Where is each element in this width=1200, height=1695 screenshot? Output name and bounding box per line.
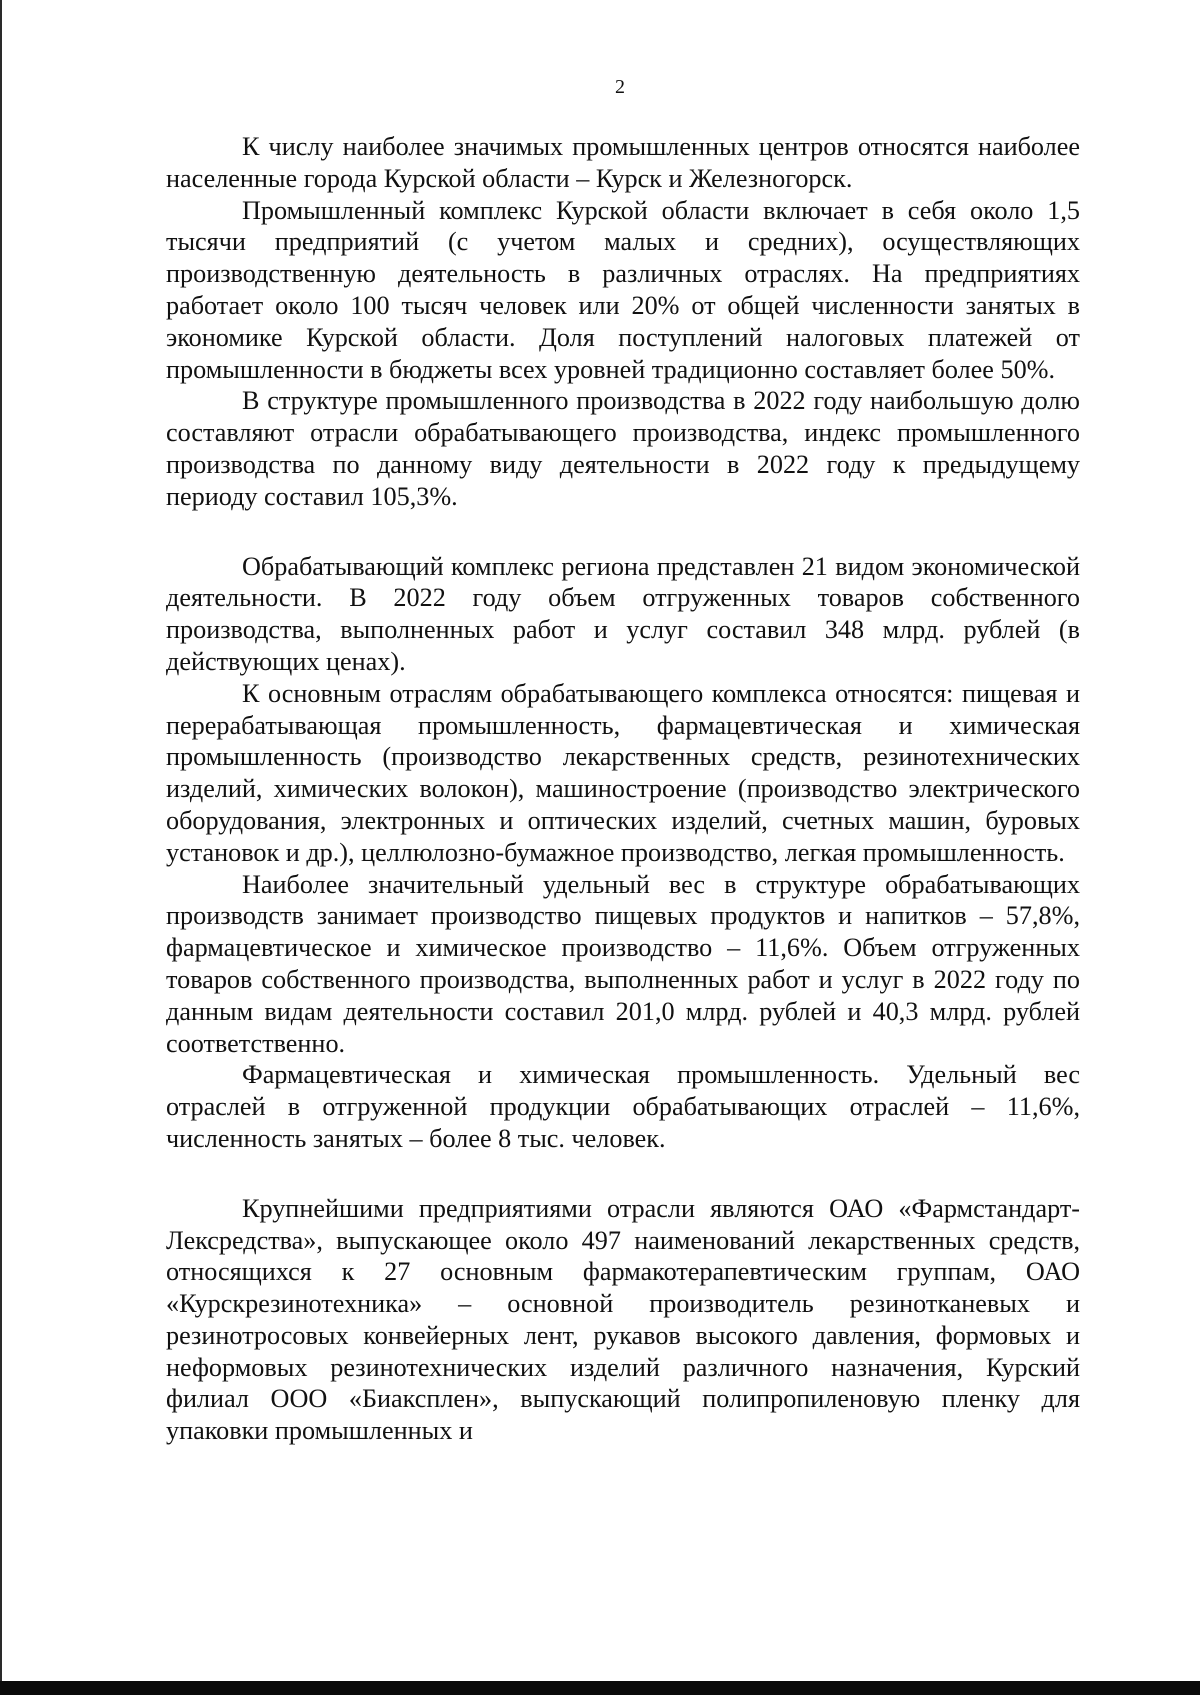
paragraph-manufacturing-complex: Обрабатывающий комплекс региона представлен 21 видом экономической деятельности. В 2022 году объем отгруженных товаров собственного производства, выполненных работ и услуг составил 348 млрд. рублей (в действующих ценах). xyxy=(166,551,1080,676)
paragraph-industrial-complex: Промышленный комплекс Курской области включает в себя около 1,5 тысячи предприятий (с учетом малых и средних), осуществляющих производственную деятельность в различных отраслях. На предприятиях работает около 100 тысяч человек или 20% от общей численности занятых в экономике Курской области. Доля поступлений налоговых платежей от промышленности в бюджеты всех уровней традиционно составляет более 50%. xyxy=(166,195,1080,384)
paragraph-largest-enterprises: Крупнейшими предприятиями отрасли являются ОАО «Фармстандарт-Лексредства», выпускающее около 497 наименований лекарственных средств, относящихся к 27 основным фармакотерапевтическим группам, ОАО «Курскрезинотехника» – основной производитель резинотканевых и резинотросовых конвейерных лент, рукавов высокого давления, формовых и неформовых резинотехнических изделий различного назначения, Курский филиал ООО «Биаксплен», выпускающий полипропиленовую пленку для упаковки промышленных и xyxy=(166,1193,1080,1446)
scan-bottom-edge xyxy=(0,1681,1200,1695)
scan-left-edge xyxy=(0,0,2,1695)
paragraph-industrial-centers: К числу наиболее значимых промышленных центров относятся наиболее населенные города Курской области – Курск и Железногорск. xyxy=(166,132,1080,193)
paragraph-production-structure: В структуре промышленного производства в 2022 году наибольшую долю составляют отрасли обрабатывающего производства, индекс промышленного производства по данному виду деятельности в 2022 году к предыдущему периоду составил 105,3%. xyxy=(166,386,1080,511)
paragraph-pharma-chemical: Фармацевтическая и химическая промышленность. Удельный вес отраслей в отгруженной продукции обрабатывающих отраслей – 11,6%, численность занятых – более 8 тыс. человек. xyxy=(166,1060,1080,1153)
page-number: 2 xyxy=(615,76,625,98)
document-body xyxy=(166,131,1080,1447)
paragraph-main-branches: К основным отраслям обрабатывающего комплекса относятся: пищевая и перерабатывающая промышленность, фармацевтическая и химическая промышленность (производство лекарственных средств, резинотехнических изделий, химических волокон), машиностроение (производство электрического оборудования, электронных и оптических изделий, счетных машин, буровых установок и др.), целлюлозно-бумажное производство, легкая промышленность. xyxy=(166,678,1080,867)
paragraph-specific-weight: Наиболее значительный удельный вес в структуре обрабатывающих производств занимает производство пищевых продуктов и напитков – 57,8%, фармацевтическое и химическое производство – 11,6%. Объем отгруженных товаров собственного производства, выполненных работ и услуг в 2022 году по данным видам деятельности составил 201,0 млрд. рублей и 40,3 млрд. рублей соответственно. xyxy=(166,869,1080,1058)
